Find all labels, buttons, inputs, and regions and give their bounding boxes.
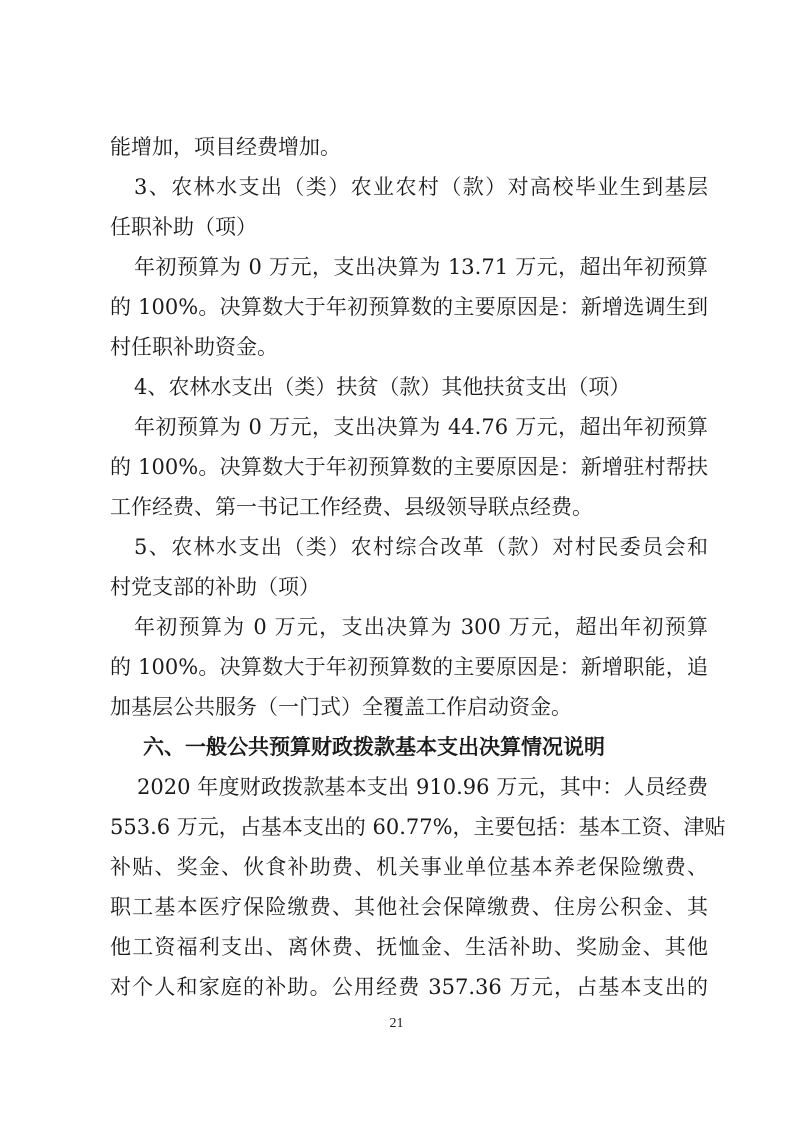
text-line: 职工基本医疗保险缴费、其他社会保障缴费、住房公积金、其	[110, 895, 708, 919]
document-body	[110, 127, 726, 1007]
text-line: 任职补助（项）	[110, 215, 257, 239]
text-line: 年初预算为 0 万元，支出决算为 44.76 万元，超出年初预算	[134, 415, 708, 439]
section-heading: 六、一般公共预算财政拨款基本支出决算情况说明	[143, 735, 605, 759]
text-line: 补贴、奖金、伙食补助费、机关事业单位基本养老保险缴费、	[110, 855, 708, 879]
text-line: 年初预算为 0 万元，支出决算为 13.71 万元，超出年初预算	[134, 255, 708, 279]
text-line: 年初预算为 0 万元，支出决算为 300 万元，超出年初预算	[134, 615, 708, 639]
text-line: 553.6 万元，占基本支出的 60.77%，主要包括：基本工资、津贴	[110, 815, 726, 839]
text-line: 他工资福利支出、离休费、抚恤金、生活补助、奖励金、其他	[110, 935, 708, 959]
text-line: 能增加，项目经费增加。	[110, 135, 341, 159]
page-number: 21	[389, 1016, 404, 1031]
text-line: 村任职补助资金。	[110, 335, 278, 359]
section-item-3-title: 3、农林水支出（类）农业农村（款）对高校毕业生到基层	[134, 175, 708, 199]
text-line: 加基层公共服务（一门式）全覆盖工作启动资金。	[110, 695, 572, 719]
text-line: 村党支部的补助（项）	[110, 575, 320, 599]
text-line: 2020 年度财政拨款基本支出 910.96 万元，其中：人员经费	[137, 775, 708, 799]
text-line: 的 100%。决算数大于年初预算数的主要原因是：新增选调生到	[110, 295, 708, 319]
text-line: 对个人和家庭的补助。公用经费 357.36 万元，占基本支出的	[110, 975, 708, 999]
section-item-4-title: 4、农林水支出（类）扶贫（款）其他扶贫支出（项）	[134, 375, 631, 399]
text-line: 的 100%。决算数大于年初预算数的主要原因是：新增职能，追	[110, 655, 708, 679]
section-item-5-title: 5、农林水支出（类）农村综合改革（款）对村民委员会和	[134, 535, 708, 559]
text-line: 工作经费、第一书记工作经费、县级领导联点经费。	[110, 495, 593, 519]
text-line: 的 100%。决算数大于年初预算数的主要原因是：新增驻村帮扶	[110, 455, 708, 479]
